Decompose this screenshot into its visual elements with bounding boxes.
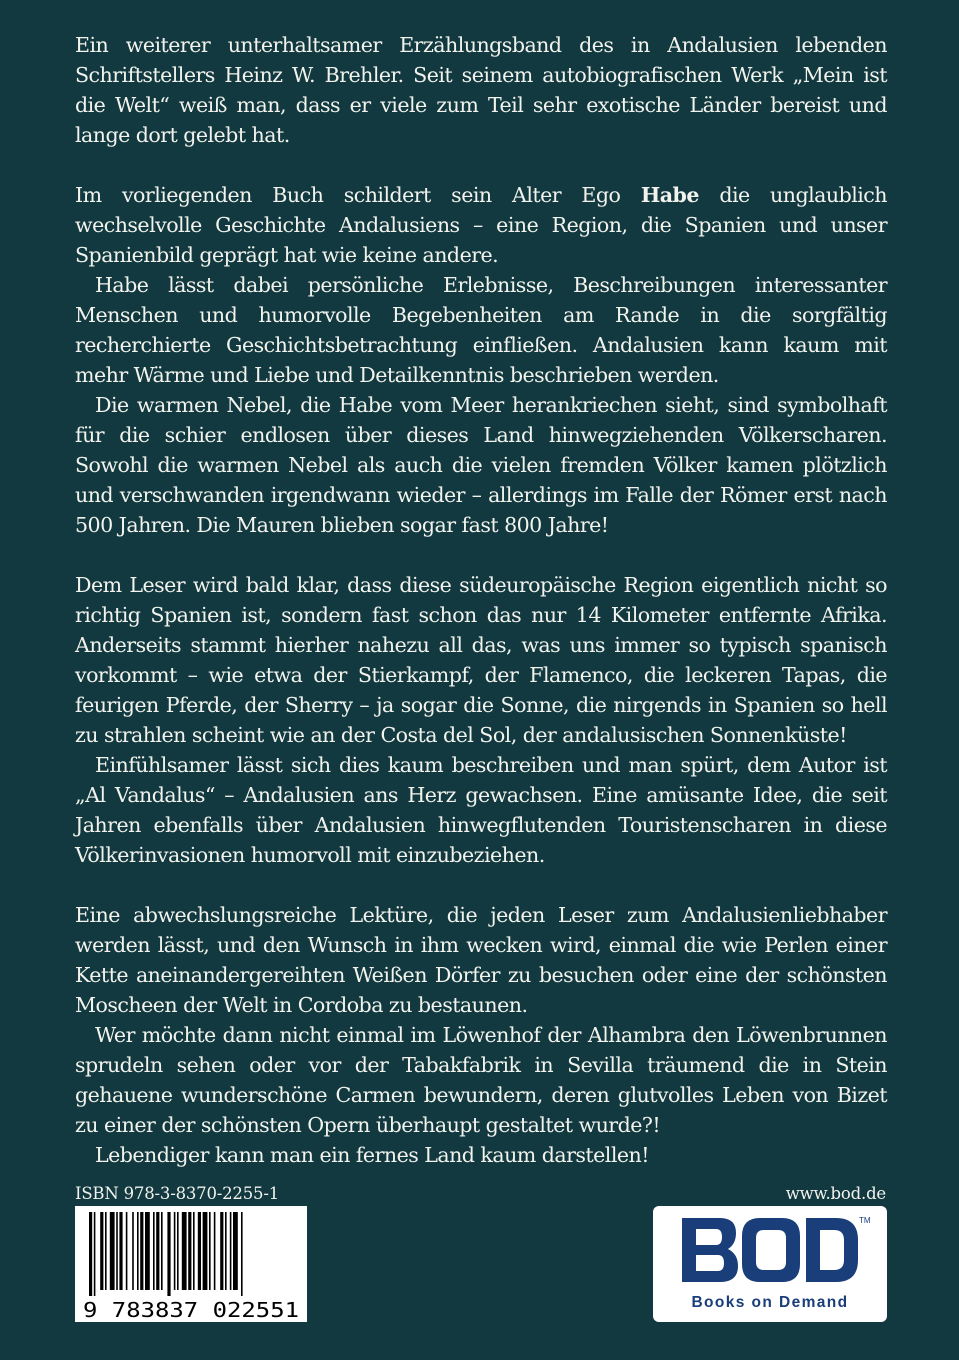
barcode-bar [153,1212,155,1290]
barcode-bar [89,1212,92,1296]
blurb-paragraph-1: Ein weiterer unterhaltsamer Erzählungsband des in Andalusien lebenden Schriftstellers Heinz W. Brehler. Seit seinem autobiografischen Werk „Mein ist die Welt“ weiß man, dass er viele zum Teil sehr exotische Länder bereist und lange dort gelebt hat. [75,33,887,147]
barcode-bar [241,1212,243,1296]
publisher-url: www.bod.de [785,1184,886,1203]
barcode-bar [182,1212,187,1290]
barcode-bar [145,1212,150,1290]
isbn-label: ISBN 978-3-8370-2255-1 [75,1184,280,1203]
barcode-bar [230,1212,232,1290]
blurb-paragraph-9: Lebendiger kann man ein fernes Land kaum darstellen! [95,1143,649,1167]
publisher-name: Books on Demand [691,1294,849,1311]
isbn-barcode [75,1206,307,1322]
barcode-bar [225,1212,227,1290]
barcode-bar [220,1212,223,1290]
trademark-mark: TM [859,1216,871,1225]
barcode-bar [193,1212,195,1290]
blurb-paragraph-3: Habe lässt dabei persönliche Erlebnisse, Beschreibungen interessanter Menschen und humorvolle Begebenheiten am Rande in die sorgfältig recherchierte Geschichtsbetrachtung einfließen. Andalusien kann kaum mit mehr Wärme und Liebe und Detailkenntnis beschrieben werden. [75,273,887,387]
barcode-bar [119,1212,122,1290]
alter-ego-name: Habe [640,183,699,207]
blurb-paragraph-4: Die warmen Nebel, die Habe vom Meer herankriechen sieht, sind symbolhaft für die schier endlosen über dieses Land hinwegziehenden Völkerscharen. Sowohl die warmen Nebel als auch die vielen fremden Völker kamen plötzlich und verschwanden irgendwann wieder – allerdings im Falle der Römer erst nach 500 Jahren. Die Mauren blieben sogar fast 800 Jahre! [75,393,887,537]
barcode-bar [233,1212,238,1290]
blurb-paragraph-6: Einfühlsamer lässt sich dies kaum beschreiben und man spürt, dem Autor ist „Al Vandalus“ – Andalusien ans Herz gewachsen. Eine amüsante Idee, die seit Jahren ebenfalls über Andalusien hinwegflutenden Touristenscharen in diese Völkerinvasionen humorvoll mit einzubeziehen. [75,753,887,867]
bod-logo-icon [682,1218,858,1282]
blurb-p2-start: Im vorliegenden Buch schildert sein Alter Ego [75,183,641,207]
blurb-p2-end: die unglaublich wechselvolle Geschichte Andalusiens – eine Region, die Spanien und unser Spanienbild geprägt hat wie keine andere. [75,183,887,267]
barcode-bar [140,1212,143,1290]
barcode-bar [167,1212,170,1296]
barcode-bar [94,1212,96,1296]
barcode-bar [161,1212,163,1290]
barcode-bar [177,1212,179,1290]
blurb-paragraph-2 [75,180,887,270]
barcode-bar [137,1212,139,1290]
barcode-bar [105,1212,107,1290]
barcode-bar [214,1212,216,1290]
barcode-bar [132,1212,134,1290]
blurb-paragraph-5: Dem Leser wird bald klar, dass diese südeuropäische Region eigentlich nicht so richtig Spanien ist, sondern fast schon das nur 14 Kilometer entfernte Afrika. Anderseits stammt hierher nahezu all das, was uns immer so typisch spanisch vorkommt – wie etwa der Stierkampf, der Flamenco, die leckeren Tapas, die feurigen Pferde, der Sherry – ja sogar die Sonne, die nirgends in Spanien so hell zu strahlen scheint wie an der Costa del Sol, der andalusischen Sonnenküste! [75,573,887,747]
back-cover-blurb [75,30,887,1170]
barcode-bar [188,1212,191,1290]
barcode-bar [209,1212,211,1290]
barcode-bar [110,1212,115,1290]
blurb-paragraph-7: Eine abwechslungsreiche Lektüre, die jeden Leser zum Andalusienliebhaber werden lässt, und den Wunsch in ihm wecken wird, einmal die wie Perlen einer Kette aneinandergereihten Weißen Dörfer zu besuchen oder eine der schönsten Moscheen der Welt in Cordoba zu bestaunen. [75,903,887,1017]
barcode-bar [126,1212,128,1290]
barcode-bar [156,1212,159,1290]
publisher-logo-box [653,1206,887,1322]
barcode-graphic [75,1206,307,1322]
barcode-bar [116,1212,118,1290]
barcode-digits: 9 783837 022551 [83,1298,299,1322]
barcode-bar [100,1212,103,1290]
blurb-paragraph-8: Wer möchte dann nicht einmal im Löwenhof der Alhambra den Löwenbrunnen sprudeln sehen oder vor der Tabakfabrik in Sevilla träumend die in Stein gehauene wunderschöne Carmen bewundern, deren glutvolles Leben von Bizet zu einer der schönsten Opern überhaupt gestaltet wurde?! [75,1023,887,1137]
barcode-bar [198,1212,201,1290]
barcode-bar [174,1212,176,1290]
barcode-bar [203,1212,208,1290]
